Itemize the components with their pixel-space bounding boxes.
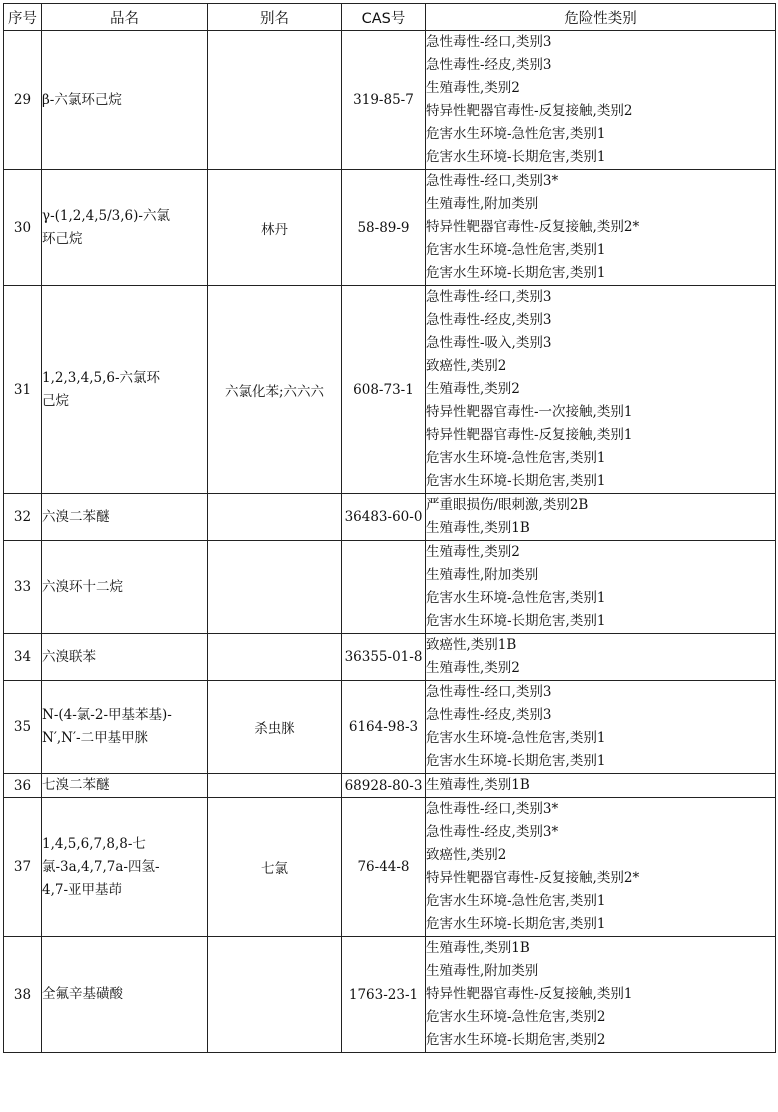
- row-hazards: [426, 541, 776, 634]
- row-index: 32: [4, 494, 42, 541]
- hazard-line: 危害水生环境-急性危害,类别2: [426, 1009, 606, 1025]
- row-hazards: [426, 634, 776, 681]
- row-cas: 36483-60-0: [342, 494, 426, 541]
- row-cas: 6164-98-3: [342, 681, 426, 774]
- row-alias: 杀虫脒: [208, 681, 342, 774]
- row-index: 37: [4, 798, 42, 937]
- name-line: 六溴二苯醚: [42, 508, 110, 525]
- row-hazards: [426, 31, 776, 170]
- row-cas: [342, 541, 426, 634]
- table-row: [4, 31, 776, 170]
- header-row: [4, 4, 776, 31]
- row-hazards: [426, 494, 776, 541]
- row-cas: 68928-80-3: [342, 774, 426, 798]
- hazard-line: 生殖毒性,类别1B: [426, 520, 530, 536]
- row-alias: [208, 634, 342, 681]
- row-index: 33: [4, 541, 42, 634]
- hazard-line: 生殖毒性,类别2: [426, 80, 520, 96]
- hazard-line: 急性毒性-经皮,类别3: [426, 57, 552, 73]
- hazard-line: 危害水生环境-急性危害,类别1: [426, 242, 606, 258]
- name-line: 4,7-亚甲基茚: [42, 881, 123, 898]
- name-line: N′,N′-二甲基甲脒: [42, 730, 149, 746]
- hazard-line: 危害水生环境-长期危害,类别1: [426, 473, 606, 489]
- name-line: 1,2,3,4,5,6-六氯环: [42, 369, 161, 386]
- hazard-line: 急性毒性-经口,类别3: [426, 684, 552, 700]
- hazard-line: 生殖毒性,类别1B: [426, 940, 530, 956]
- name-line: N-(4-氯-2-甲基苯基)-: [42, 707, 172, 723]
- hazard-line: 危害水生环境-长期危害,类别1: [426, 149, 606, 165]
- row-name: [42, 681, 208, 774]
- hazard-line: 特异性靶器官毒性-反复接触,类别1: [426, 986, 633, 1002]
- row-hazards: [426, 681, 776, 774]
- table-row: [4, 541, 776, 634]
- row-index: 31: [4, 286, 42, 494]
- row-hazards: [426, 286, 776, 494]
- hazard-line: 急性毒性-经口,类别3*: [426, 173, 559, 189]
- hazard-line: 严重眼损伤/眼刺激,类别2B: [426, 497, 589, 513]
- hazard-line: 急性毒性-经口,类别3: [426, 289, 552, 305]
- row-index: 34: [4, 634, 42, 681]
- hazard-line: 特异性靶器官毒性-反复接触,类别1: [426, 427, 633, 443]
- row-alias: [208, 31, 342, 170]
- table-row: [4, 937, 776, 1053]
- hazard-line: 生殖毒性,类别2: [426, 381, 520, 397]
- row-cas: 58-89-9: [342, 170, 426, 286]
- row-name: [42, 634, 208, 681]
- name-line: 七溴二苯醚: [42, 777, 110, 793]
- row-name: [42, 494, 208, 541]
- row-name: [42, 541, 208, 634]
- hazard-line: 危害水生环境-急性危害,类别1: [426, 730, 606, 746]
- header-index: 序号: [4, 4, 42, 31]
- row-cas: 319-85-7: [342, 31, 426, 170]
- hazard-line: 生殖毒性,附加类别: [426, 567, 539, 583]
- row-name: [42, 937, 208, 1053]
- row-name: [42, 286, 208, 494]
- name-line: 全氟辛基磺酸: [42, 986, 123, 1002]
- name-line: β-六氯环己烷: [42, 91, 122, 108]
- row-hazards: [426, 937, 776, 1053]
- row-index: 36: [4, 774, 42, 798]
- table-row: [4, 634, 776, 681]
- hazard-line: 危害水生环境-急性危害,类别1: [426, 590, 606, 606]
- row-alias: 六氯化苯;六六六: [208, 286, 342, 494]
- table-row: [4, 681, 776, 774]
- hazard-line: 急性毒性-经口,类别3: [426, 34, 552, 50]
- table-row: [4, 798, 776, 937]
- hazard-line: 急性毒性-吸入,类别3: [426, 335, 552, 351]
- hazard-line: 危害水生环境-急性危害,类别1: [426, 893, 606, 909]
- hazard-line: 特异性靶器官毒性-一次接触,类别1: [426, 404, 633, 420]
- header-name: 品名: [42, 4, 208, 31]
- hazard-line: 特异性靶器官毒性-反复接触,类别2*: [426, 219, 640, 235]
- hazard-line: 危害水生环境-长期危害,类别2: [426, 1032, 606, 1048]
- hazard-line: 特异性靶器官毒性-反复接触,类别2: [426, 103, 633, 119]
- row-hazards: [426, 774, 776, 798]
- row-hazards: [426, 798, 776, 937]
- name-line: 六溴环十二烷: [42, 578, 123, 595]
- name-line: γ-(1,2,4,5/3,6)-六氯: [42, 207, 170, 224]
- row-cas: 1763-23-1: [342, 937, 426, 1053]
- hazard-line: 危害水生环境-急性危害,类别1: [426, 450, 606, 466]
- name-line: 己烷: [42, 392, 69, 409]
- hazard-line: 生殖毒性,类别1B: [426, 777, 530, 793]
- table-row: [4, 286, 776, 494]
- hazard-line: 生殖毒性,附加类别: [426, 963, 539, 979]
- row-alias: 林丹: [208, 170, 342, 286]
- header-cas: CAS号: [342, 4, 426, 31]
- row-index: 38: [4, 937, 42, 1053]
- row-alias: [208, 937, 342, 1053]
- row-index: 29: [4, 31, 42, 170]
- hazard-line: 生殖毒性,附加类别: [426, 196, 539, 212]
- row-index: 30: [4, 170, 42, 286]
- hazard-line: 危害水生环境-长期危害,类别1: [426, 916, 606, 932]
- row-alias: [208, 494, 342, 541]
- row-name: [42, 170, 208, 286]
- hazard-line: 特异性靶器官毒性-反复接触,类别2*: [426, 870, 640, 886]
- hazard-line: 致癌性,类别1B: [426, 637, 517, 653]
- hazard-line: 危害水生环境-长期危害,类别1: [426, 613, 606, 629]
- hazard-line: 致癌性,类别2: [426, 358, 507, 374]
- row-hazards: [426, 170, 776, 286]
- row-alias: 七氯: [208, 798, 342, 937]
- table-body: [4, 31, 776, 1053]
- name-line: 环己烷: [42, 230, 83, 247]
- hazard-table: [3, 3, 776, 1053]
- table-row: [4, 774, 776, 798]
- table-row: [4, 170, 776, 286]
- hazard-line: 生殖毒性,类别2: [426, 544, 520, 560]
- hazard-line: 致癌性,类别2: [426, 847, 507, 863]
- row-name: [42, 798, 208, 937]
- hazard-line: 危害水生环境-长期危害,类别1: [426, 265, 606, 281]
- row-cas: 36355-01-8: [342, 634, 426, 681]
- row-alias: [208, 541, 342, 634]
- hazard-line: 危害水生环境-长期危害,类别1: [426, 753, 606, 769]
- name-line: 1,4,5,6,7,8,8-七: [42, 835, 146, 852]
- row-name: [42, 31, 208, 170]
- row-alias: [208, 774, 342, 798]
- header-hazard: 危险性类别: [426, 4, 776, 31]
- row-name: [42, 774, 208, 798]
- hazard-line: 危害水生环境-急性危害,类别1: [426, 126, 606, 142]
- hazard-line: 急性毒性-经口,类别3*: [426, 801, 559, 817]
- name-line: 六溴联苯: [42, 648, 96, 665]
- hazard-line: 急性毒性-经皮,类别3: [426, 707, 552, 723]
- hazard-line: 急性毒性-经皮,类别3*: [426, 824, 559, 840]
- name-line: 氯-3a,4,7,7a-四氢-: [42, 858, 160, 875]
- row-index: 35: [4, 681, 42, 774]
- table-row: [4, 494, 776, 541]
- row-cas: 76-44-8: [342, 798, 426, 937]
- hazard-line: 生殖毒性,类别2: [426, 660, 520, 676]
- hazard-line: 急性毒性-经皮,类别3: [426, 312, 552, 328]
- row-cas: 608-73-1: [342, 286, 426, 494]
- header-alias: 别名: [208, 4, 342, 31]
- table-header: [4, 4, 776, 31]
